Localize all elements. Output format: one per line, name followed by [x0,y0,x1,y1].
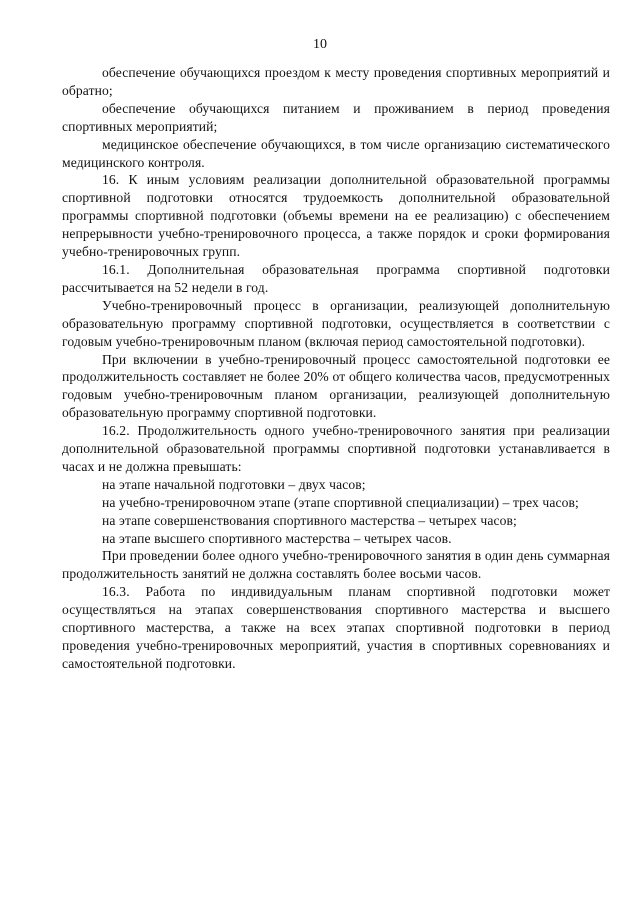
paragraph: 16.3. Работа по индивидуальным планам спортивной подготовки может осуществляться на этапах совершенствования спортивного мастерства и высшего спортивного мастерства, а также на всех этапах спортивной подготовки в период проведения учебно-тренировочных мероприятий, участия в спортивных соревнованиях и самостоятельной подготовки. [62,584,610,671]
paragraph: Учебно-тренировочный процесс в организации, реализующей дополнительную образовательную программу спортивной подготовки, осуществляется в соответствии с годовым учебно-тренировочным планом (включая период самостоятельной подготовки). [62,297,610,349]
list-item: на этапе начальной подготовки – двух часов; [102,476,366,492]
list-item: на этапе высшего спортивного мастерства – четырех часов. [102,530,452,546]
paragraph: 16.2. Продолжительность одного учебно-тренировочного занятия при реализации дополнительной образовательной программы спортивной подготовки устанавливается в часах и не должна превышать: [62,423,610,474]
list-item: на учебно-тренировочном этапе (этапе спортивной специализации) – трех часов; [102,494,579,510]
paragraph: При проведении более одного учебно-тренировочного занятия в один день суммарная продолжительность занятий не должна составлять более восьми часов. [62,548,610,582]
paragraph: 16. К иным условиям реализации дополнительной образовательной программы спортивной подготовки относятся трудоемкость дополнительной образовательной программы спортивной подготовки (объемы времени на ее реализацию) с обеспечением непрерывности учебно-тренировочного процесса, а также порядок и сроки формирования учебно-тренировочных групп. [62,172,610,260]
list-item: на этапе совершенствования спортивного мастерства – четырех часов; [102,512,517,528]
paragraph: При включении в учебно-тренировочный процесс самостоятельной подготовки ее продолжительность составляет не более 20% от общего количества часов, предусмотренных годовым учебно-тренировочным планом организации, реализующей дополнительную образовательную программу спортивной подготовки. [62,351,610,421]
paragraph: 16.1. Дополнительная образовательная программа спортивной подготовки рассчитывается на 52 недели в год. [62,261,610,295]
document-body [62,64,610,673]
page-number: 10 [313,37,327,52]
paragraph: обеспечение обучающихся питанием и проживанием в период проведения спортивных мероприятий; [62,100,610,134]
paragraph: медицинское обеспечение обучающихся, в том числе организацию систематического медицинского контроля. [62,136,610,170]
paragraph: обеспечение обучающихся проездом к месту проведения спортивных мероприятий и обратно; [62,65,610,98]
